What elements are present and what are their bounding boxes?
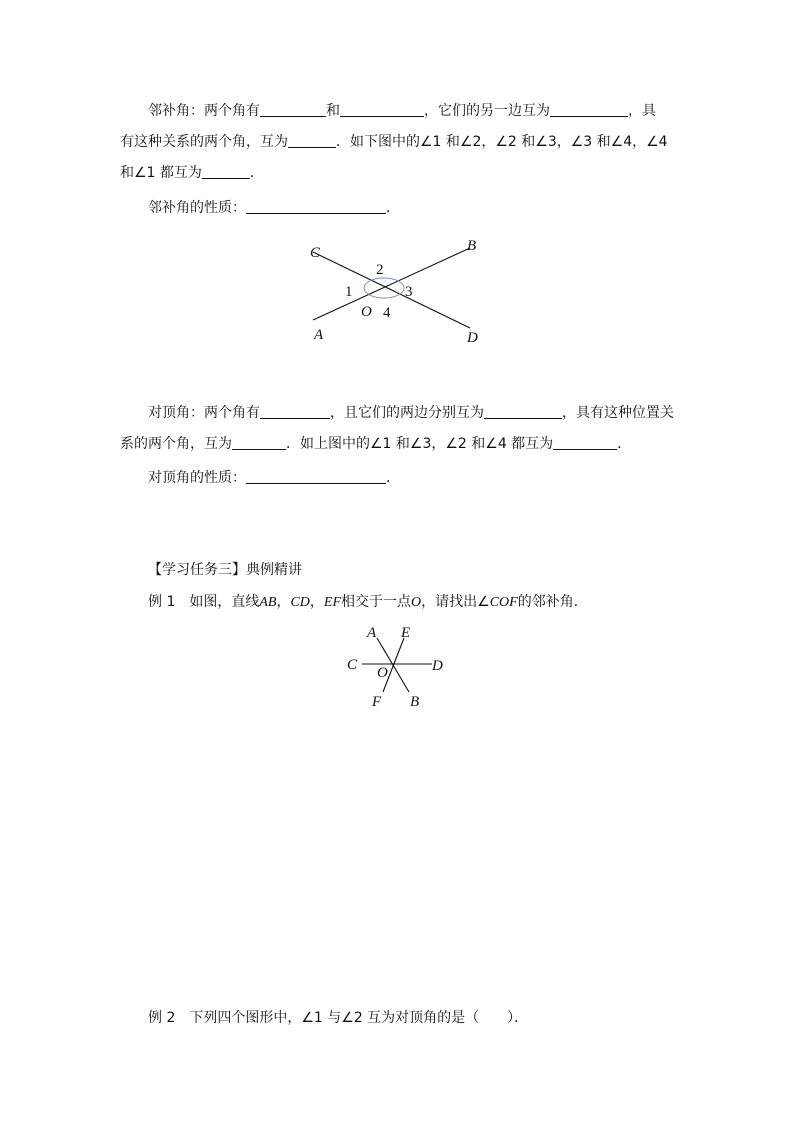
point-label-e: E [401, 625, 411, 641]
point-label-f: F [372, 694, 382, 710]
point-label-c: C [347, 657, 358, 673]
adjacent-angle-property [148, 198, 400, 218]
answer-blank[interactable] [288, 133, 336, 148]
definition-text: ，且它们的两边分别互为 [330, 405, 484, 421]
section-heading: 【学习任务三】典例精讲 [148, 562, 302, 578]
point-label-d: D [467, 330, 478, 346]
example-1-text: 例 1 如图，直线AB，CD，EF相交于一点O，请找出∠COF的邻补角． [148, 594, 588, 610]
period: ． [386, 470, 400, 486]
definition-text: ，具有这种位置关 [562, 405, 674, 421]
intersecting-lines-figure [300, 232, 500, 352]
property-label: 邻补角的性质： [148, 200, 246, 216]
point-label-c: C [310, 245, 321, 261]
example-2-text: 例 2 下列四个图形中，∠1 与∠2 互为对顶角的是（ ）． [148, 1010, 529, 1026]
angle-label-3: 3 [405, 284, 413, 300]
angle-label-2: 2 [376, 262, 384, 278]
definition-text: 邻补角：两个角有 [148, 103, 260, 119]
definition-text: ．如下图中的∠1 和∠2，∠2 和∠3，∠3 和∠4，∠4 [336, 134, 668, 150]
point-label-a: A [367, 625, 377, 641]
answer-blank[interactable] [553, 435, 617, 450]
answer-blank[interactable] [202, 164, 250, 179]
answer-blank[interactable] [260, 102, 326, 117]
answer-blank[interactable] [246, 199, 386, 214]
point-label-b: B [467, 238, 477, 254]
point-label-o: O [377, 665, 388, 681]
period: ． [386, 200, 400, 216]
answer-blank[interactable] [340, 102, 424, 117]
definition-text: ，具 [628, 103, 656, 119]
adjacent-angle-definition [120, 96, 680, 189]
definition-text: ，它们的另一边互为 [424, 103, 550, 119]
three-lines-figure [340, 620, 460, 715]
definition-text: 系的两个角，互为 [120, 436, 232, 452]
answer-blank[interactable] [260, 404, 330, 419]
definition-text: ． [617, 436, 632, 452]
point-label-b: B [410, 694, 420, 710]
answer-blank[interactable] [550, 102, 628, 117]
property-label: 对顶角的性质： [148, 470, 246, 486]
line-ab [313, 248, 470, 320]
definition-text: 和∠1 都互为 [120, 165, 202, 181]
angle-label-4: 4 [383, 305, 391, 321]
answer-blank[interactable] [484, 404, 562, 419]
vertical-angle-property [148, 468, 400, 488]
definition-text: 对顶角：两个角有 [148, 405, 260, 421]
definition-text: 和 [326, 103, 340, 119]
definition-text: ．如上图中的∠1 和∠3，∠2 和∠4 都互为 [286, 436, 554, 452]
point-label-d: D [432, 658, 443, 674]
line-cd [313, 252, 470, 328]
definition-text: 有这种关系的两个角，互为 [120, 134, 288, 150]
vertical-angle-definition [120, 398, 680, 460]
answer-blank[interactable] [232, 435, 286, 450]
point-label-o: O [361, 304, 372, 320]
angle-label-1: 1 [345, 284, 353, 300]
point-label-a: A [314, 327, 324, 343]
answer-blank[interactable] [246, 469, 386, 484]
definition-text: ． [249, 165, 264, 181]
